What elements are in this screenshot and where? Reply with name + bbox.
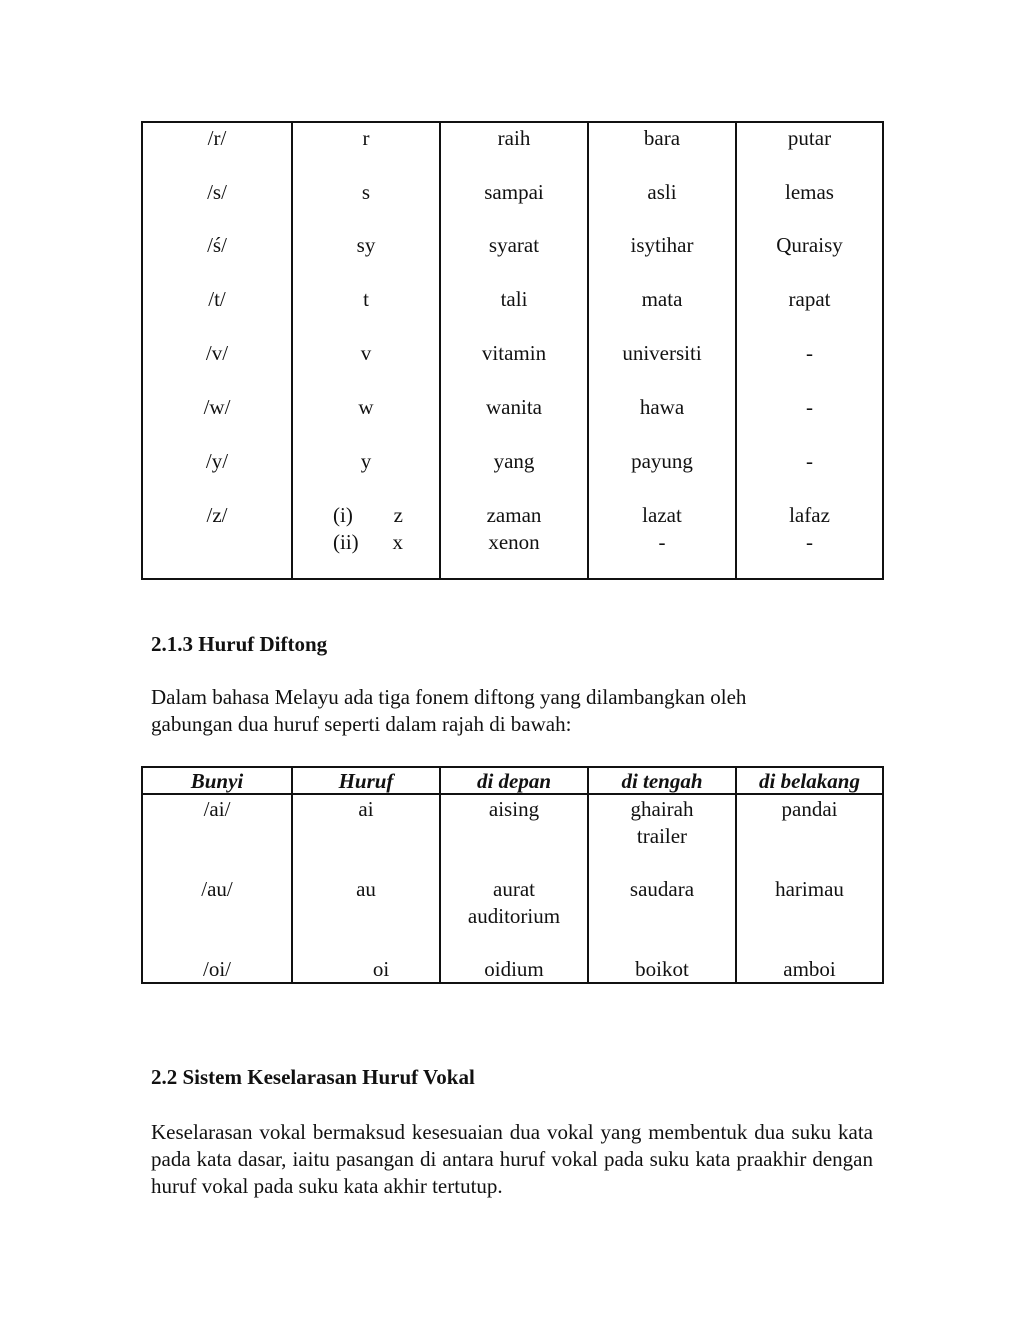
paragraph-keselarasan: Keselarasan vokal bermaksud kesesuaian dua vokal yang membentuk dua suku kata pada kata dasar, iaitu pasangan di antara huruf vokal pada suku kata praakhir dengan huruf vokal pada suku kata akhir tertutup.: [151, 1120, 873, 1198]
cell-huruf: au: [356, 877, 376, 901]
option-number: (i): [333, 503, 353, 527]
cell-huruf: ai: [358, 797, 374, 821]
cell-depan: xenon: [488, 530, 540, 554]
section-heading-diftong: 2.1.3 Huruf Diftong: [151, 632, 328, 656]
cell-belakang: harimau: [775, 877, 844, 901]
cell-belakang: lemas: [785, 180, 834, 204]
col-di-tengah: [587, 123, 735, 578]
header-di-tengah: di tengah: [621, 769, 703, 793]
col-di-belakang: [735, 123, 882, 578]
cell-depan: yang: [493, 449, 535, 473]
header-di-belakang: di belakang: [759, 769, 860, 793]
col-huruf: [291, 768, 439, 982]
cell-huruf: v: [360, 341, 372, 365]
cell-huruf: y: [360, 449, 372, 473]
cell-huruf: sy: [356, 233, 376, 257]
cell-belakang: putar: [787, 126, 832, 150]
cell-tengah: bara: [643, 126, 681, 150]
col-di-tengah: [587, 768, 735, 982]
header-divider: [441, 793, 587, 795]
cell-depan: sampai: [484, 180, 544, 204]
cell-depan: aising: [488, 797, 540, 821]
col-bunyi: [143, 768, 291, 982]
cell-tengah: universiti: [622, 341, 702, 365]
cell-tengah: payung: [631, 449, 693, 473]
cell-tengah: trailer: [636, 824, 688, 848]
cell-bunyi: /ai/: [203, 797, 231, 821]
cell-bunyi: /oi/: [202, 957, 231, 981]
diphthong-table: [141, 766, 884, 984]
option-number: (ii): [333, 530, 359, 554]
cell-belakang: Quraisy: [776, 233, 843, 257]
paragraph-line: Dalam bahasa Melayu ada tiga fonem diftong yang dilambangkan oleh: [151, 685, 747, 709]
cell-depan: wanita: [486, 395, 542, 419]
cell-depan: auditorium: [467, 904, 561, 928]
cell-huruf: oi: [372, 957, 390, 981]
cell-bunyi: /w/: [203, 395, 231, 419]
col-huruf: [291, 123, 439, 578]
header-huruf: Huruf: [338, 769, 394, 793]
option-letter: z: [393, 503, 403, 527]
header-divider: [589, 793, 735, 795]
col-di-belakang: [735, 768, 882, 982]
cell-depan: vitamin: [481, 341, 547, 365]
cell-depan: zaman: [486, 503, 542, 527]
cell-bunyi: /au/: [201, 877, 233, 901]
col-bunyi: [143, 123, 291, 578]
consonant-table: [141, 121, 884, 580]
cell-belakang: -: [806, 530, 813, 554]
section-heading-keselarasan: 2.2 Sistem Keselarasan Huruf Vokal: [151, 1065, 475, 1089]
cell-tengah: boikot: [635, 957, 689, 981]
cell-belakang: -: [806, 395, 813, 419]
huruf-x-option: [333, 529, 403, 556]
cell-huruf: r: [362, 126, 370, 150]
header-bunyi: Bunyi: [190, 769, 244, 793]
cell-tengah: ghairah: [630, 797, 694, 821]
header-di-depan: di depan: [476, 769, 552, 793]
cell-belakang: amboi: [783, 957, 836, 981]
paragraph-line: gabungan dua huruf seperti dalam rajah di bawah:: [151, 712, 572, 736]
cell-belakang: -: [806, 449, 813, 473]
col-di-depan: [439, 123, 587, 578]
cell-tengah: isytihar: [630, 233, 694, 257]
col-di-depan: [439, 768, 587, 982]
cell-depan: aurat: [493, 877, 535, 901]
cell-belakang: -: [806, 341, 813, 365]
cell-huruf: w: [358, 395, 374, 419]
option-letter: x: [392, 530, 403, 554]
cell-bunyi: /r/: [207, 126, 227, 150]
cell-huruf: s: [361, 180, 371, 204]
cell-tengah: saudara: [629, 877, 695, 901]
cell-bunyi: /z/: [206, 503, 228, 527]
header-divider: [143, 793, 291, 795]
cell-bunyi: /y/: [205, 449, 229, 473]
cell-depan: tali: [500, 287, 528, 311]
cell-depan: raih: [497, 126, 531, 150]
cell-tengah: asli: [647, 180, 677, 204]
cell-tengah: hawa: [639, 395, 685, 419]
cell-tengah: lazat: [642, 503, 682, 527]
cell-belakang: lafaz: [789, 503, 830, 527]
cell-bunyi: /t/: [208, 287, 226, 311]
cell-bunyi: /v/: [205, 341, 229, 365]
cell-belakang: rapat: [788, 287, 831, 311]
cell-tengah: mata: [641, 287, 683, 311]
cell-bunyi: /s/: [207, 180, 227, 204]
huruf-z-option: [333, 502, 403, 529]
cell-huruf: t: [363, 287, 369, 311]
cell-tengah: -: [658, 530, 666, 554]
cell-depan: oidium: [484, 957, 544, 981]
header-divider: [737, 793, 882, 795]
cell-belakang: pandai: [781, 797, 838, 821]
header-divider: [293, 793, 439, 795]
cell-depan: syarat: [488, 233, 540, 257]
cell-bunyi: /ś/: [207, 233, 227, 257]
